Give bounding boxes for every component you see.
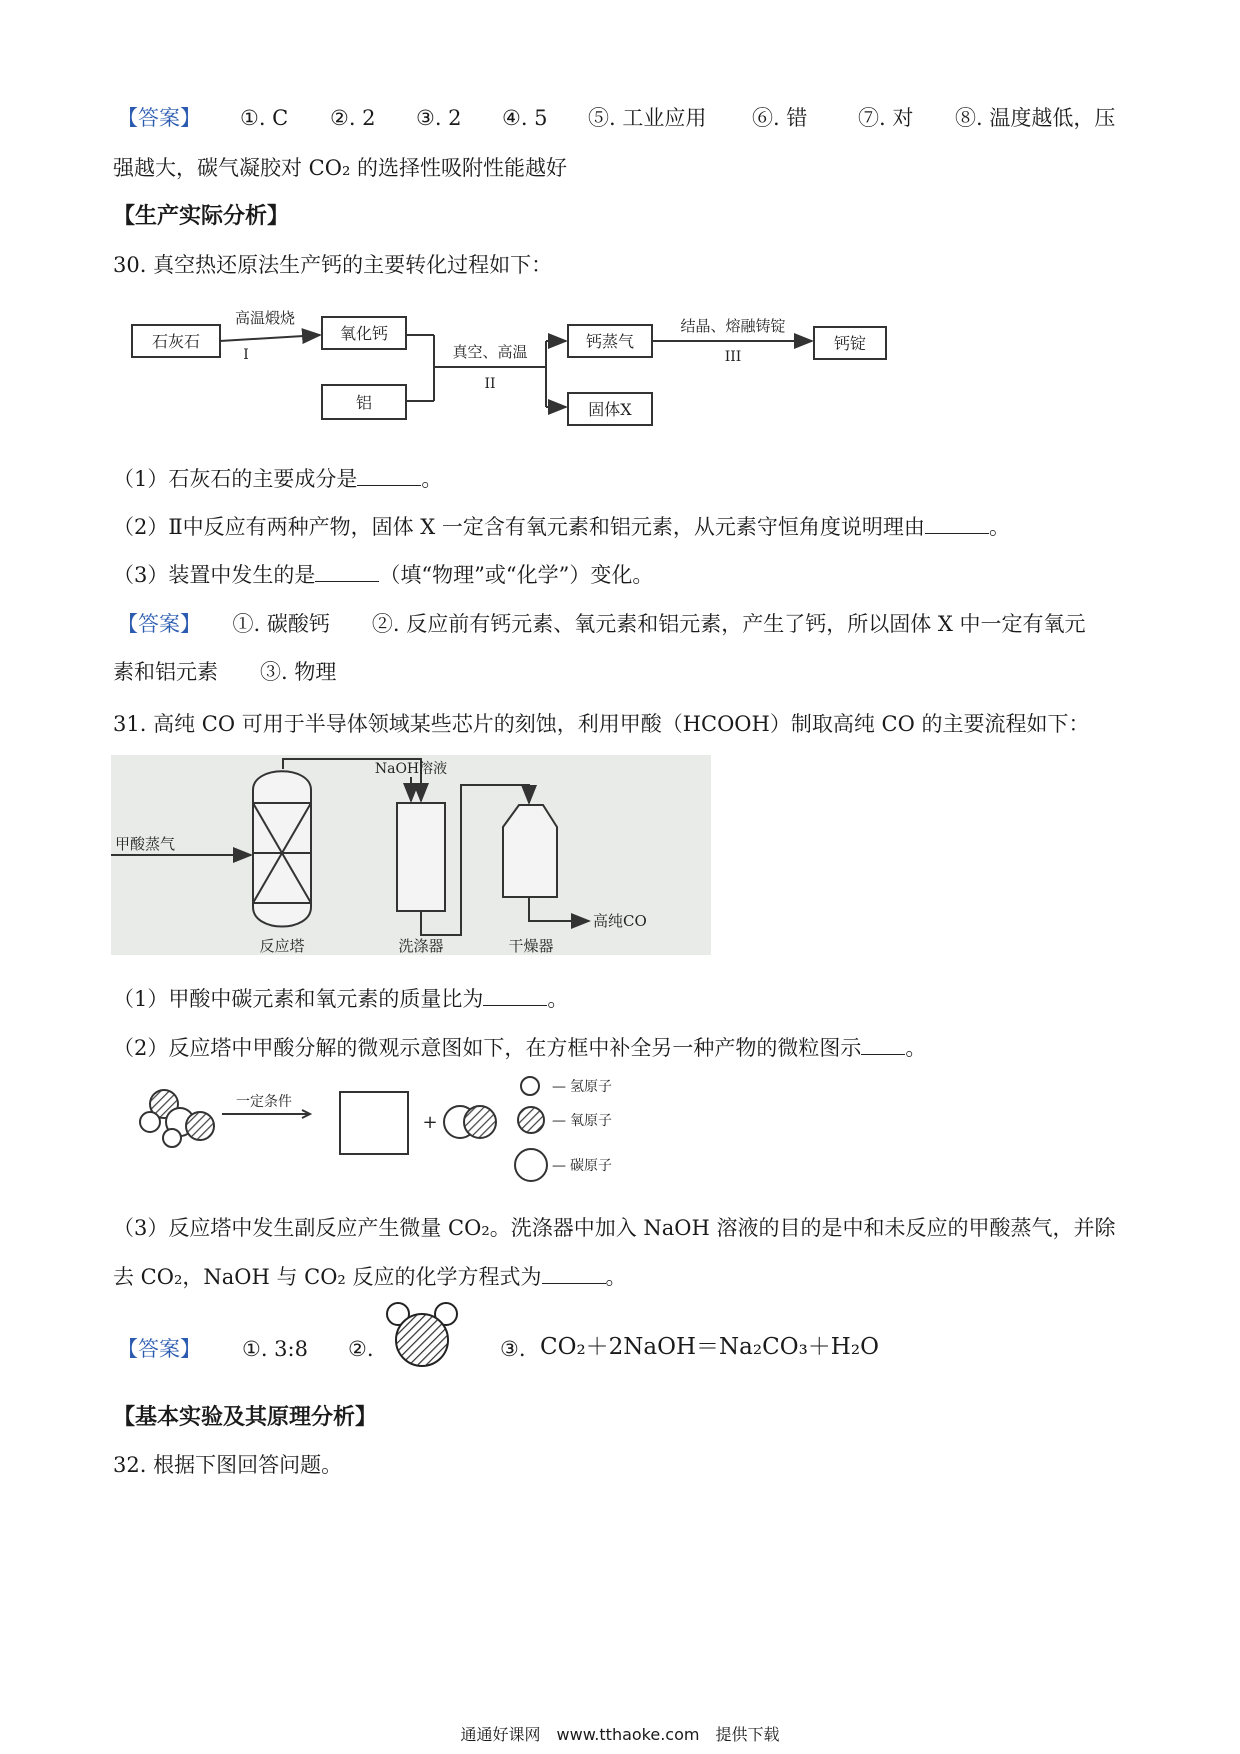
legend-dash: — bbox=[552, 1079, 566, 1095]
answer-equation: CO₂＋2NaOH＝Na₂CO₃＋H₂O bbox=[540, 1334, 879, 1360]
answer-item: ⑤. 工业应用 bbox=[588, 106, 707, 130]
answer-blank[interactable] bbox=[357, 465, 421, 486]
answer-item: ⑧. 温度越低，压 bbox=[955, 106, 1116, 130]
legend-carbon: 碳原子 bbox=[570, 1158, 612, 1174]
legend-hydrogen: 氢原子 bbox=[570, 1079, 612, 1095]
q31-sub2: （2）反应塔中甲酸分解的微观示意图如下，在方框中补全另一种产物的微粒图示 。 bbox=[113, 1036, 927, 1060]
arrow3-label: 结晶、熔融铸锭 bbox=[680, 317, 786, 335]
answer-item: ⑦. 对 bbox=[858, 106, 914, 130]
answer-item: ④. 5 bbox=[502, 106, 548, 130]
arrow1-label: 高温煅烧 bbox=[234, 309, 296, 327]
label-solid-x: 固体X bbox=[588, 400, 632, 419]
legend-oxygen-symbol bbox=[518, 1107, 544, 1133]
label-cao: 氧化钙 bbox=[339, 324, 389, 343]
q30-sub1: （1）石灰石的主要成分是 。 bbox=[113, 467, 443, 491]
answer-box bbox=[340, 1092, 408, 1154]
label-ca-vapor: 钙蒸气 bbox=[585, 332, 635, 351]
answer-blank[interactable] bbox=[861, 1034, 905, 1055]
q30-sub3: （3）装置中发生的是 （填“物理”或“化学”）变化。 bbox=[113, 563, 654, 587]
q30-process-diagram bbox=[110, 295, 900, 435]
q31-sub3-cont: 去 CO₂，NaOH 与 CO₂ 反应的化学方程式为 。 bbox=[113, 1265, 627, 1289]
q31-sub1: （1）甲酸中碳元素和氧元素的质量比为 。 bbox=[113, 987, 569, 1011]
q30-answer: 【答案】 ①. 碳酸钙 ②. 反应前有钙元素、氧元素和铝元素，产生了钙，所以固体 X 中一定有氧元 bbox=[117, 612, 1086, 636]
washer bbox=[397, 803, 445, 911]
question-32-title: 32. 根据下图回答问题。 bbox=[113, 1453, 343, 1477]
reactor-label: 反应塔 bbox=[259, 937, 305, 955]
legend-hydrogen-symbol bbox=[521, 1077, 539, 1095]
q31-flow-diagram bbox=[111, 755, 711, 955]
oxygen-atom bbox=[464, 1106, 496, 1138]
arrow2-step: II bbox=[484, 376, 496, 392]
answer-tag: 【答案】 bbox=[117, 612, 191, 636]
answer-item: ⑥. 错 bbox=[752, 106, 808, 130]
answer-blank[interactable] bbox=[483, 985, 547, 1006]
arrow2-label: 真空、高温 bbox=[452, 343, 528, 361]
answer-item: ①. C bbox=[240, 106, 289, 130]
answer-item: ①. 3:8 bbox=[242, 1337, 308, 1361]
dryer bbox=[503, 805, 557, 897]
q31-sub3: （3）反应塔中发生副反应产生微量 CO₂。洗涤器中加入 NaOH 溶液的目的是中和未反应的甲酸蒸气，并除 bbox=[113, 1216, 1116, 1240]
legend-dash: — bbox=[552, 1158, 566, 1174]
answer-tag: 【答案】 bbox=[117, 1337, 201, 1361]
answer-blank[interactable] bbox=[542, 1263, 606, 1284]
answer-item: ③. bbox=[500, 1337, 526, 1361]
input-label: 甲酸蒸气 bbox=[115, 835, 176, 853]
section-heading: 【生产实际分析】 bbox=[113, 204, 290, 229]
answer-tag: 【答案】 bbox=[117, 106, 201, 130]
washer-label: 洗涤器 bbox=[398, 937, 444, 955]
hydrogen-atom bbox=[163, 1129, 181, 1147]
arrow1-step: I bbox=[243, 347, 249, 363]
label-al: 铝 bbox=[355, 393, 373, 412]
plus-sign: + bbox=[422, 1112, 438, 1133]
q30-sub2: （2）Ⅱ中反应有两种产物，固体 X 一定含有氧元素和铝元素，从元素守恒角度说明理由 。 bbox=[113, 515, 1010, 539]
oxygen-atom bbox=[396, 1314, 448, 1366]
label-ingot: 钙锭 bbox=[833, 334, 867, 353]
label-limestone: 石灰石 bbox=[151, 332, 201, 351]
question-30-title: 30. 真空热还原法生产钙的主要转化过程如下： bbox=[113, 253, 553, 277]
page-footer: 通通好课网 www.tthaoke.com 提供下载 bbox=[460, 1725, 780, 1744]
hydrogen-atom bbox=[140, 1112, 160, 1132]
legend-dash: — bbox=[552, 1113, 566, 1129]
legend-carbon-symbol bbox=[515, 1149, 547, 1181]
question-31-title: 31. 高纯 CO 可用于半导体领域某些芯片的刻蚀，利用甲酸（HCOOH）制取高纯 CO 的主要流程如下： bbox=[113, 712, 1090, 736]
answer-continuation: 强越大，碳气凝胶对 CO₂ 的选择性吸附性能越好 bbox=[113, 156, 568, 180]
answer-item: ③. 2 bbox=[416, 106, 462, 130]
output-label: 高纯CO bbox=[593, 912, 647, 930]
answer-item: ②. 2 bbox=[330, 106, 376, 130]
answer-blank[interactable] bbox=[925, 513, 989, 534]
legend-oxygen: 氧原子 bbox=[570, 1113, 612, 1129]
arrow3-step: III bbox=[724, 349, 742, 365]
naoh-label: NaOH溶液 bbox=[374, 761, 448, 777]
oxygen-atom bbox=[186, 1112, 214, 1140]
condition-label: 一定条件 bbox=[236, 1094, 292, 1110]
answer-item: ②. bbox=[348, 1337, 374, 1361]
answer-water-molecule bbox=[384, 1296, 464, 1376]
answer-blank[interactable] bbox=[315, 561, 379, 582]
section-heading: 【基本实验及其原理分析】 bbox=[113, 1405, 378, 1430]
q31-micro-diagram bbox=[130, 1070, 730, 1200]
q30-answer-cont: 素和铝元素 ③. 物理 bbox=[113, 660, 337, 684]
dryer-label: 干燥器 bbox=[508, 937, 554, 955]
